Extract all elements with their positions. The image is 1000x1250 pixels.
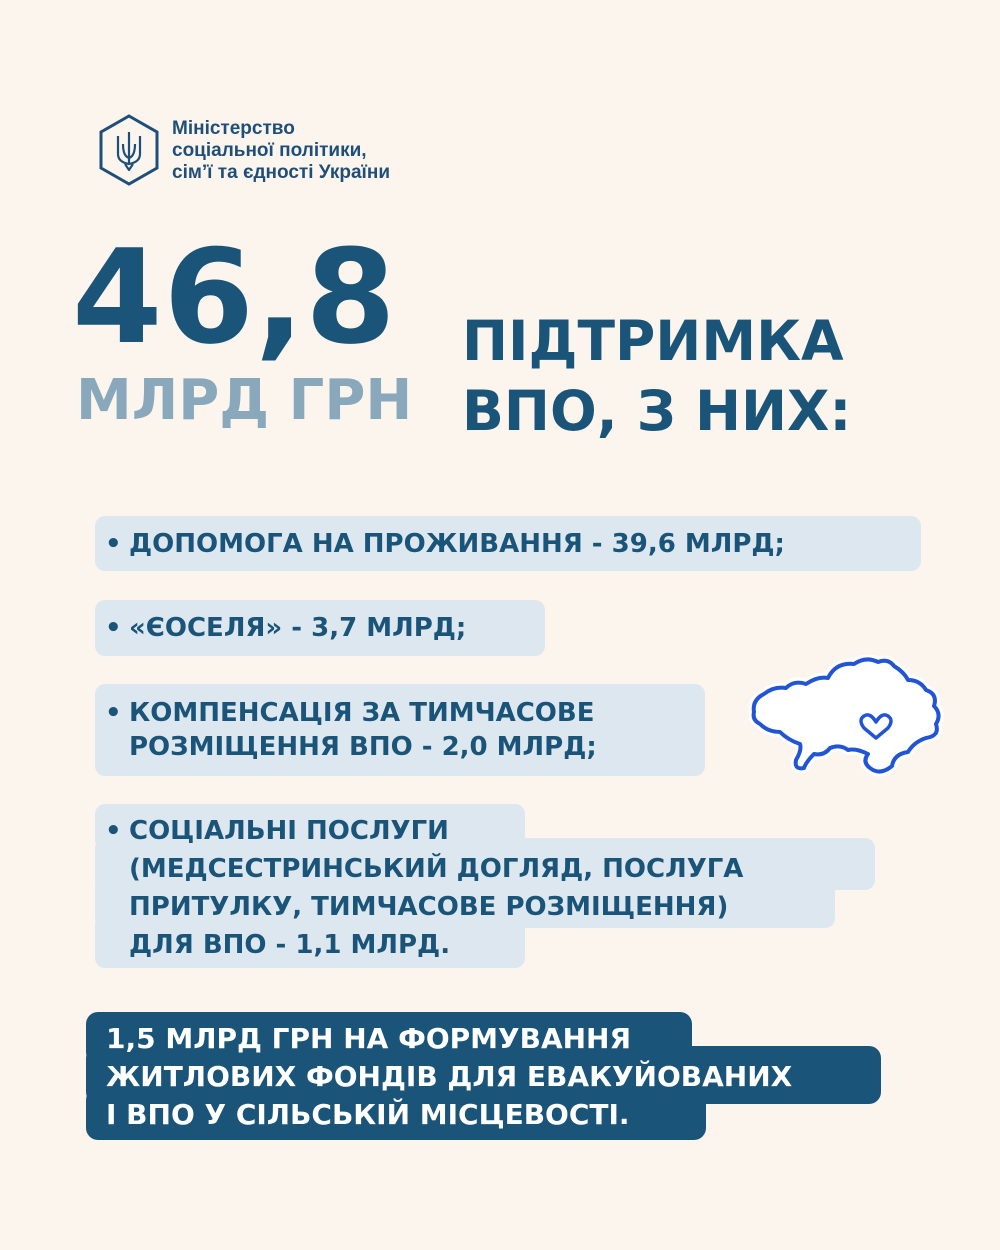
ministry-name-line: Міністерство [172, 118, 295, 139]
note-line: 1,5 МЛРД ГРН НА ФОРМУВАННЯ [106, 1022, 632, 1055]
list-item-text [129, 527, 785, 561]
list-item-line: РОЗМІЩЕННЯ ВПО - 2,0 МЛРД; [129, 732, 597, 762]
list-item-line: ПРИТУЛКУ, ТИМЧАСОВЕ РОЗМІЩЕННЯ) [129, 892, 729, 922]
list-item-line: «ЄОСЕЛЯ» - 3,7 МЛРД; [129, 613, 467, 643]
list-item-line: ДЛЯ ВПО - 1,1 МЛРД. [129, 930, 451, 960]
bullet: • [105, 698, 122, 728]
list-item-line: КОМПЕНСАЦІЯ ЗА ТИМЧАСОВЕ [129, 698, 595, 728]
list-item [95, 684, 705, 776]
note-line: І ВПО У СІЛЬСЬКІЙ МІСЦЕВОСТІ. [106, 1098, 630, 1131]
list-item [95, 600, 545, 656]
list-item-line: СОЦІАЛЬНІ ПОСЛУГИ [129, 816, 449, 846]
rural-housing-note [106, 1020, 792, 1134]
ministry-logo [98, 114, 428, 194]
ministry-name-line: соціальної політики, [172, 140, 367, 161]
bullet: • [105, 816, 122, 846]
trident-hexagon-icon [98, 114, 160, 186]
list-item-line: ДОПОМОГА НА ПРОЖИВАННЯ - 39,6 МЛРД; [129, 529, 785, 559]
ministry-name-line: сім’ї та єдності України [172, 162, 391, 183]
list-item [95, 516, 921, 571]
list-item-text [129, 611, 466, 645]
list-item-text [129, 696, 597, 764]
bullet: • [105, 613, 122, 643]
ukraine-map-heart-icon [744, 650, 948, 786]
note-line: ЖИТЛОВИХ ФОНДІВ ДЛЯ ЕВАКУЙОВАНИХ [106, 1060, 793, 1093]
ministry-name [172, 118, 390, 184]
total-unit: МЛРД ГРН [76, 368, 413, 433]
list-item-text [129, 812, 743, 964]
total-amount: 46,8 [72, 221, 397, 373]
bullet: • [105, 529, 122, 559]
headline-title-line: ВПО, З НИХ: [462, 379, 852, 443]
list-item-line: (МЕДСЕСТРИНСЬКИЙ ДОГЛЯД, ПОСЛУГА [129, 854, 744, 884]
headline-title [462, 306, 851, 446]
headline-title-line: ПІДТРИМКА [462, 309, 844, 373]
